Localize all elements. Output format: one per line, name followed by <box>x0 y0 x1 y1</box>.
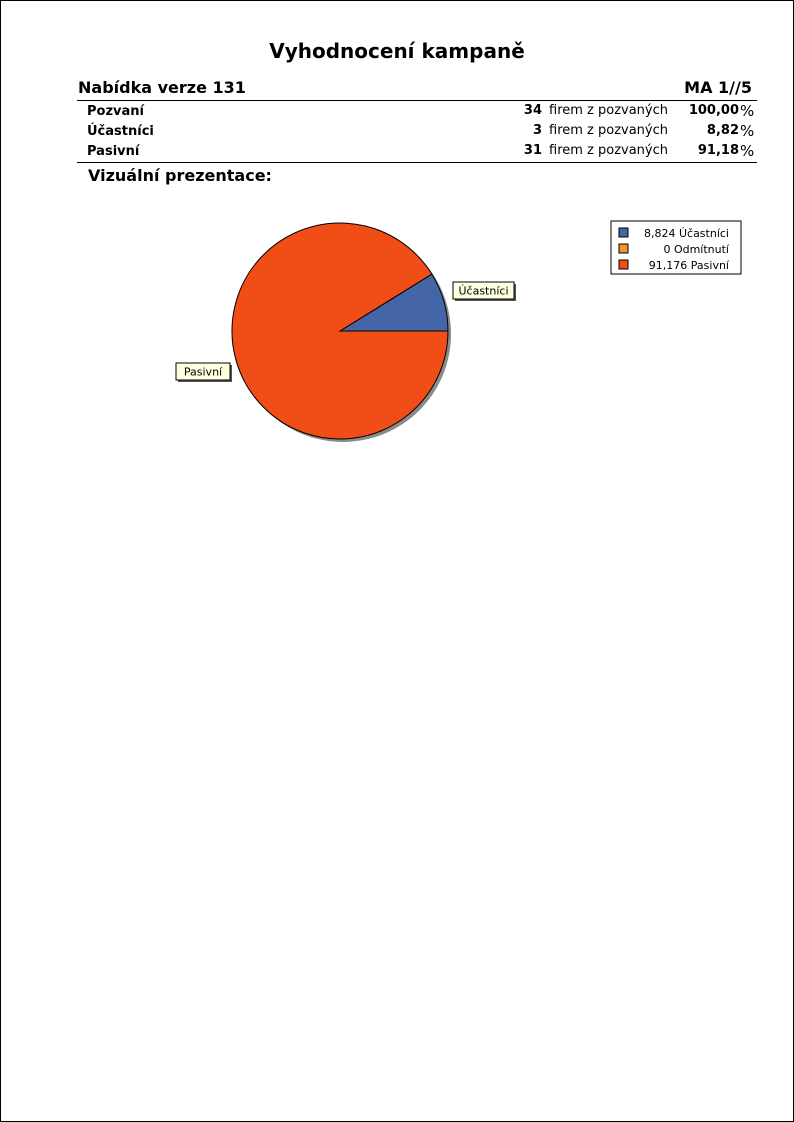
legend-swatch-1 <box>619 244 628 253</box>
legend-label-0: 8,824 Účastníci <box>643 227 729 240</box>
row-label: Pasivní <box>87 144 140 159</box>
row-count: 3 <box>532 123 542 138</box>
offer-name: Nabídka verze 131 <box>78 78 246 97</box>
section-title: Vizuální prezentace: <box>88 166 272 185</box>
legend-swatch-2 <box>619 260 628 269</box>
row-percent: 91,18 <box>697 143 739 158</box>
row-percent: 8,82 <box>706 123 739 138</box>
legend-swatch-0 <box>619 228 628 237</box>
row-percent-sign: % <box>740 122 755 140</box>
row-count: 34 <box>523 103 542 118</box>
row-percent-sign: % <box>740 142 755 160</box>
row-count: 31 <box>523 143 542 158</box>
row-label: Účastníci <box>87 124 154 139</box>
row-label: Pozvaní <box>87 104 144 119</box>
slice-label-0: Účastníci <box>458 284 509 298</box>
pie-slice-2 <box>232 223 448 439</box>
pie-chart <box>1 1 793 471</box>
campaign-code: MA 1//5 <box>684 78 752 97</box>
row-description: firem z pozvaných <box>549 103 669 118</box>
row-description: firem z pozvaných <box>549 143 669 158</box>
slice-label-1: Pasivní <box>183 365 223 379</box>
row-percent: 100,00 <box>688 103 739 118</box>
legend-label-1: 0 Odmítnutí <box>663 243 729 256</box>
report-title: Vyhodnocení kampaně <box>269 39 525 63</box>
row-percent-sign: % <box>740 102 755 120</box>
legend-label-2: 91,176 Pasivní <box>648 259 729 272</box>
row-description: firem z pozvaných <box>549 123 669 138</box>
